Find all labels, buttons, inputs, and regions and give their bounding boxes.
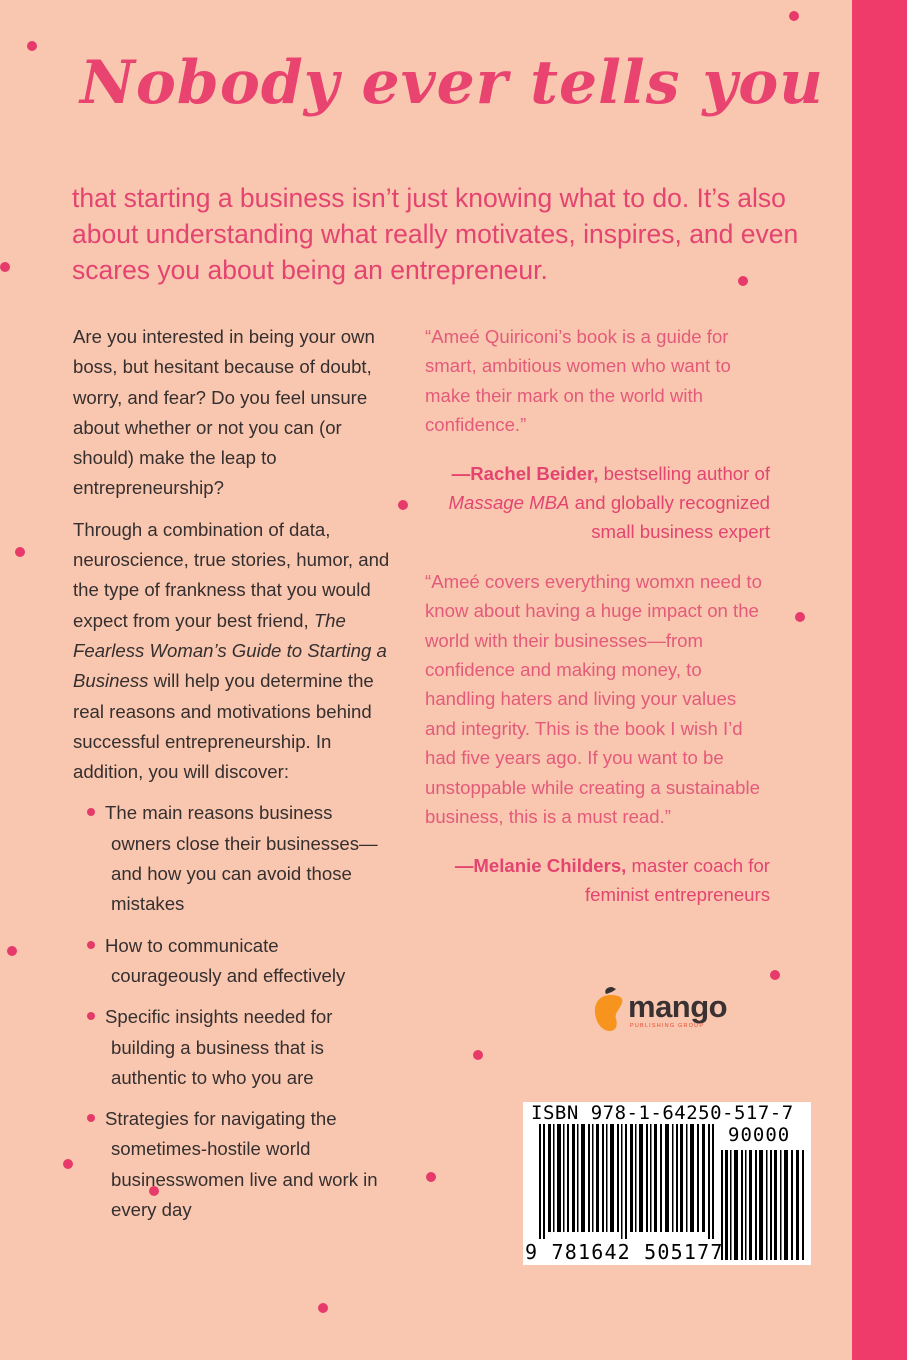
description-paragraph-2 bbox=[73, 515, 393, 788]
isbn-number: ISBN 978-1-64250-517-7 bbox=[531, 1102, 794, 1124]
list-item bbox=[73, 931, 393, 992]
book-title: The Fearless Woman’s Guide to Starting a Business bbox=[73, 609, 387, 692]
publisher-subtitle: PUBLISHING GROUP bbox=[630, 1023, 705, 1029]
headline: Nobody ever tells you bbox=[80, 48, 824, 118]
list-item bbox=[73, 798, 393, 919]
publisher-logo bbox=[592, 985, 752, 1035]
bullet-dot-icon bbox=[87, 941, 95, 949]
author-book-title: Massage MBA bbox=[448, 492, 570, 514]
price-barcode-bars bbox=[721, 1150, 807, 1260]
decor-dot bbox=[398, 500, 408, 510]
testimonial-quote-2: “Ameé covers everything womxn need to know about having a huge impact on the world with their businesses—from confidence and making money, to handling haters and living your values and integrity. This is the book I wish I’d had five years ago. If you want to be unstoppable while creating a sustainable business, this is a must read.” bbox=[425, 570, 762, 828]
decor-dot bbox=[27, 41, 37, 51]
intro-paragraph: that starting a business isn’t just knowing what to do. It’s also about understanding what really motivates, inspires, and even scares you about being an entrepreneur. bbox=[72, 183, 799, 285]
spine-stripe bbox=[852, 0, 907, 1360]
list-item-text: Strategies for navigating the sometimes-hostile world businesswomen live and work in every day bbox=[105, 1108, 378, 1221]
list-item bbox=[73, 1104, 393, 1225]
decor-dot bbox=[473, 1050, 483, 1060]
decor-dot bbox=[63, 1159, 73, 1169]
testimonial-attribution-2 bbox=[425, 851, 770, 910]
benefit-list bbox=[73, 798, 393, 1225]
testimonials-column bbox=[425, 322, 770, 929]
author-name: —Rachel Beider, bbox=[451, 462, 599, 484]
bullet-dot-icon bbox=[87, 1114, 95, 1122]
testimonial-quote-1: “Ameé Quiriconi’s book is a guide for smart, ambitious women who want to make their mark on the world with confidence.” bbox=[425, 326, 731, 436]
author-role: master coach for feminist entrepreneurs bbox=[585, 854, 770, 905]
ean-number: 9 781642 505177 bbox=[525, 1240, 724, 1264]
isbn-barcode bbox=[523, 1102, 811, 1265]
decor-dot bbox=[770, 970, 780, 980]
decor-dot bbox=[7, 946, 17, 956]
paragraph-text: Through a combination of data, neuroscience, true stories, humor, and the type of frankness that you would expect from your best friend, bbox=[73, 518, 390, 631]
description-paragraph-1: Are you interested in being your own boss, but hesitant because of doubt, worry, and fear? Do you feel unsure about whether or not you can (or should) make the leap to entrepreneurship? bbox=[73, 326, 375, 499]
decor-dot bbox=[789, 11, 799, 21]
author-role: and globally recognized small business expert bbox=[574, 492, 770, 543]
decor-dot bbox=[426, 1172, 436, 1182]
price-code: 90000 bbox=[728, 1124, 791, 1146]
decor-dot bbox=[795, 612, 805, 622]
decor-dot bbox=[15, 547, 25, 557]
list-item-text: Specific insights needed for building a business that is authentic to who you are bbox=[105, 1006, 333, 1088]
paragraph-text: will help you determine the real reasons and motivations behind successful entrepreneurship. In addition, you will discover: bbox=[73, 670, 374, 783]
author-name: —Melanie Childers, bbox=[454, 854, 627, 876]
mango-fruit-icon bbox=[592, 985, 628, 1033]
testimonial-attribution-1 bbox=[425, 459, 770, 547]
barcode-bars bbox=[539, 1124, 715, 1239]
list-item-text: The main reasons business owners close their businesses—and how you can avoid those mistakes bbox=[105, 802, 378, 915]
bullet-dot-icon bbox=[87, 808, 95, 816]
list-item bbox=[73, 1002, 393, 1093]
decor-dot bbox=[318, 1303, 328, 1313]
description-column bbox=[73, 322, 393, 1236]
decor-dot bbox=[0, 262, 10, 272]
publisher-name: mango bbox=[628, 989, 728, 1024]
bullet-dot-icon bbox=[87, 1012, 95, 1020]
list-item-text: How to communicate courageously and effectively bbox=[105, 934, 346, 986]
author-role: bestselling author of bbox=[603, 462, 770, 484]
